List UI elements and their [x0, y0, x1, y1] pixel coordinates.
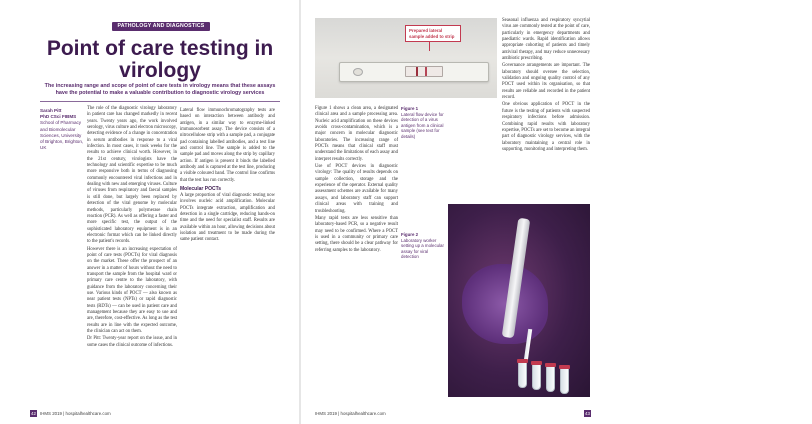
- tube-cap: [531, 361, 542, 365]
- body-paragraph: Seasonal influenza and respiratory syncytial virus are commonly tested at the point of care, particularly in emergency departments and paediatric wards. Rapid identification allows appropriate cohorting of patients and timely antiviral therapy, and may reduce unnecessary antibiotic prescribing.: [502, 18, 590, 62]
- section-label: [112, 22, 210, 31]
- figure-1-caption: [401, 106, 445, 140]
- figure-1-callout-top: Prepared lateral sample added to strip: [405, 25, 461, 42]
- tube-cap: [559, 365, 570, 369]
- sample-tubes: [516, 352, 584, 392]
- sample-tube: [532, 364, 541, 390]
- body-column-2: [180, 106, 275, 406]
- body-paragraph: However there is an increasing expectation of point of care tests (POCTs) for viral diagnosis on the market. These offer the prospect of an answer in a matter of hours without the need to transport the sample from the hospital ward or primary care centre to the laboratory, with guidance from the laboratory concerning their use. Various kinds of POCT — also known as near patient tests (NPTs) or rapid diagnostic tests (RDTs) — can be used in patient care and management because they are easy to use and are, therefore, cost-effective. As long as the test results are in line with the expected outcome, the clinician can act on them.: [87, 246, 177, 335]
- body-paragraph: Use of POCT devices in diagnostic virology: The quality of results depends on sample collection, storage and the experience of the operator. External quality assessment schemes are available for many assays, and laboratory staff can support clinical areas with training and troubleshooting.: [315, 164, 398, 214]
- author-affiliation: School of Pharmacy and Biomolecular Sciences, University of Brighton, Brighton, UK: [40, 120, 84, 151]
- figure-2-caption: [401, 232, 445, 260]
- footer-left: IHMS 2019 | hospitalhealthcare.com: [40, 411, 111, 416]
- figure-2-image: [448, 204, 590, 397]
- author-block: [40, 108, 84, 151]
- body-paragraph: A large proportion of viral diagnostic testing now involves nucleic acid amplification. Molecular POCTs integrate extraction, amplification and detection in a single cartridge, reducing hands-on time and the need for specialist staff. Results are available within an hour, allowing decisions about isolation and treatment to be made during the same patient contact.: [180, 192, 275, 243]
- page-number-right: 43: [585, 411, 590, 416]
- body-paragraph: Governance arrangements are important. The laboratory should oversee the selection, validation and ongoing quality control of any POCT used within its organisation, so that results are reliable and recorded in the patient record.: [502, 63, 590, 101]
- tube-cap: [545, 363, 556, 367]
- test-line: [425, 67, 427, 76]
- body-paragraph: The role of the diagnostic virology laboratory in patient care has changed markedly in recent years. Twenty years ago, the work involved serology, virus culture and electron microscopy, detecting evidence of a change in concentration in serum antibodies in response to a viral infection. In most cases, it took weeks for the results to achieve clinical worth. However, in the 21st century, virologists have the technology and scientific expertise to be much more responsive both in terms of diagnosing commonly encountered viral infections and in dealing with new and emerging viruses. Culture of viruses from respiratory and faecal samples is still done, but largely been replaced by detection of the viral genome by molecular methods, particularly polymerase chain reaction (PCR). As well as offering a faster and more specific test, the output of the sophisticated laboratory equipment is in an electronic format which can be linked directly to the patient's records.: [87, 106, 177, 245]
- figure-2-caption-text: Laboratory worker setting up a molecular assay for viral detection: [401, 237, 444, 260]
- body-column-1: [87, 106, 177, 406]
- figure-1-callout-bottom: Test window showing control line (C) and test line (T): [760, 89, 806, 105]
- sample-tube: [546, 366, 555, 392]
- figure-1-caption-text: Lateral flow device for detection of a virus antigen from a clinical sample (see text for details): [401, 111, 444, 139]
- body-paragraph: Lateral flow immunochromatography tests are based on interaction between antibody and antigen, in a similar way to enzyme-linked immunosorbent assay. The device consists of a nitrocellulose strip with a sample pad, a conjugate pad containing labelled antibodies, and a test line and control line. The sample is added to the sample pad and moves along the strip by capillary action. If antigen is present it binds the labelled antibody and is captured at the test line, producing a visible coloured band. The control line confirms that the test has run correctly.: [180, 108, 275, 183]
- standfirst: The increasing range and scope of point of care tests in virology means that these assays have the potential to make a valuable contribution to diagnostic virology services: [44, 83, 276, 96]
- figure-1-caption-title: Figure 1: [401, 106, 419, 111]
- body-paragraph: One obvious application of POCT in the future is the testing of patients with suspected respiratory infections before admission. Combining rapid results with laboratory expertise, POCTs are set to become an integral part of diagnostic virology services, with the laboratory maintaining a central role in supporting, monitoring and interpreting them.: [502, 102, 590, 152]
- title-divider: [40, 101, 280, 102]
- test-window: [405, 66, 443, 77]
- author-name: Sarah Pitt: [40, 108, 62, 113]
- body-paragraph: Many rapid tests are less sensitive than laboratory-based PCR, so a negative result may need to be confirmed. Where a POCT is used in a community or primary care setting, there should be a clear pathway for referring samples to the laboratory.: [315, 215, 398, 253]
- sample-well: [353, 68, 363, 76]
- figure-2-caption-title: Figure 2: [401, 232, 419, 237]
- page-gutter: [299, 0, 301, 424]
- control-line: [416, 67, 418, 76]
- body-paragraph: Figure 1 shows a clean area, a designated clinical area and a sample processing area. Nucleic acid amplification on these devices avoids cross-contamination, which is a major concern in molecular diagnostic laboratories. The increasing range of POCTs means that clinical staff must understand the limitations of each assay and interpret results correctly.: [315, 106, 398, 162]
- subheading: Molecular POCTs: [180, 186, 222, 193]
- article-title: Point of care testing in virology: [46, 37, 274, 82]
- tube-cap: [517, 359, 528, 363]
- section-label-text: PATHOLOGY AND DIAGNOSTICS: [117, 23, 205, 29]
- body-paragraph: Dr Pitt: Twenty-year report on the issue, and in some cases the clinical outcome of infections.: [87, 336, 177, 348]
- page-number-left: 42: [31, 411, 36, 416]
- footer-right-text: IHMS 2019 | hospitalhealthcare.com: [315, 411, 386, 416]
- body-column-3: [315, 106, 398, 406]
- sample-tube: [518, 362, 527, 388]
- callout-leader-bottom: [755, 79, 756, 91]
- sample-tube: [560, 368, 569, 394]
- author-credentials: PhD CSci FIBMS: [40, 114, 77, 120]
